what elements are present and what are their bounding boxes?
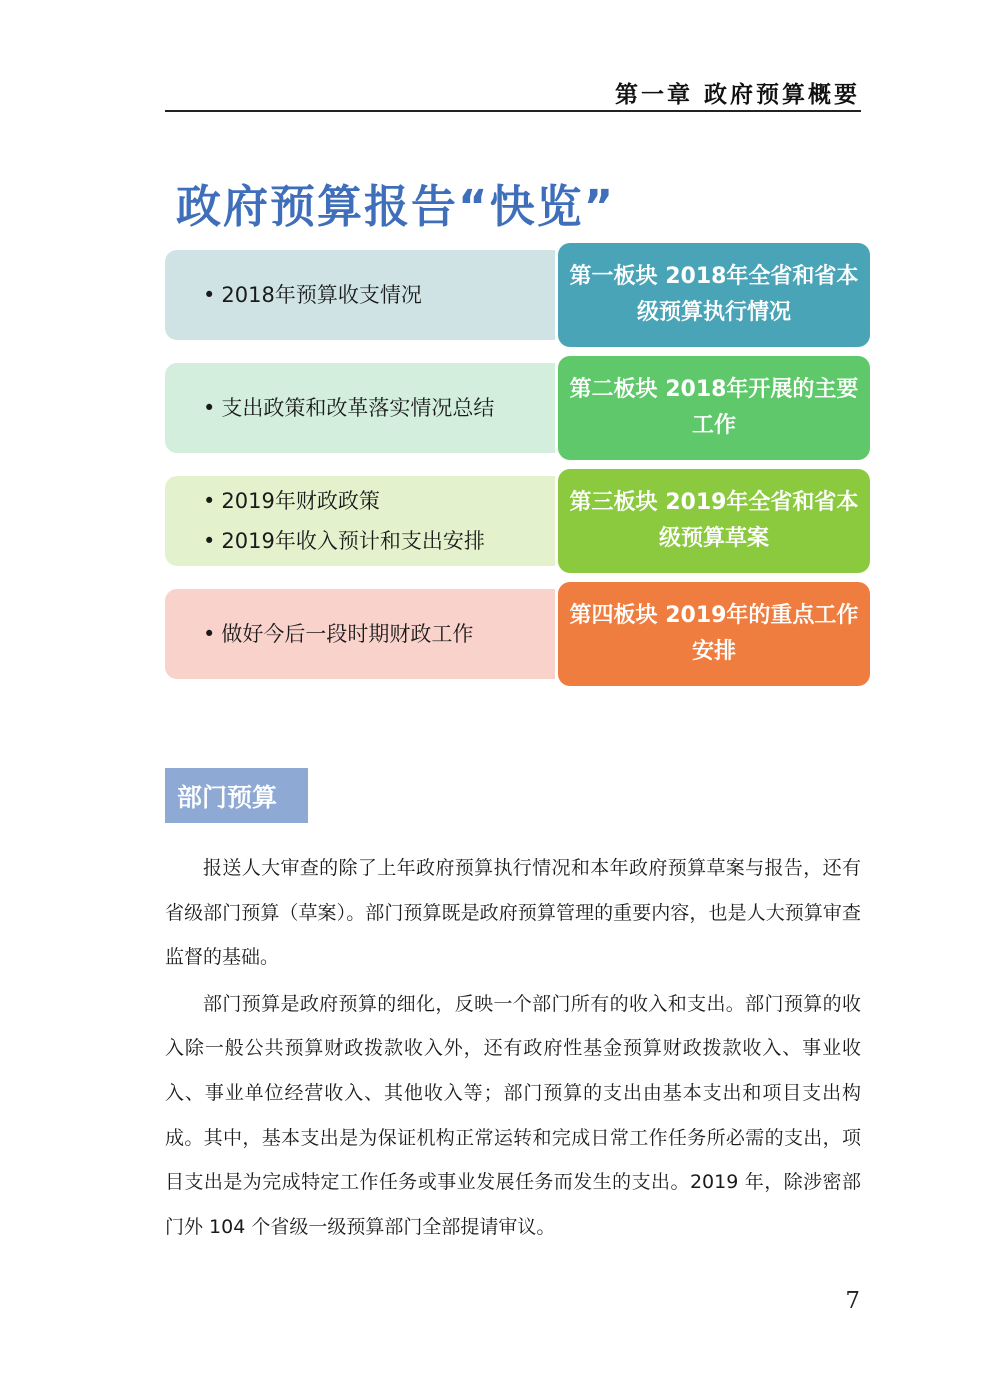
page-number: 7 xyxy=(845,1288,860,1314)
block-4-topic-1: • 做好今后一段时期财政工作 xyxy=(203,614,555,654)
block-1-label: 第一板块 2018年全省和省本级预算执行情况 xyxy=(558,243,870,347)
page-title: 政府预算报告“快览” xyxy=(176,180,616,233)
block-3-topic-2: • 2019年收入预计和支出安排 xyxy=(203,521,555,561)
chapter-header: 第一章 政府预算概要 xyxy=(614,81,860,108)
section-heading: 部门预算 xyxy=(165,768,308,823)
header-divider xyxy=(165,110,861,112)
body-text xyxy=(165,846,861,1249)
paragraph-2: 部门预算是政府预算的细化，反映一个部门所有的收入和支出。部门预算的收入除一般公共预算财政拨款收入外，还有政府性基金预算财政拨款收入、事业收入、事业单位经营收入、其他收入等；部门预算的支出由基本支出和项目支出构成。其中，基本支出是为保证机构正常运转和完成日常工作任务所必需的支出，项目支出是为完成特定工作任务或事业发展任务而发生的支出。2019 年，除涉密部门外 104 个省级一级预算部门全部提请审议。 xyxy=(165,992,861,1238)
block-2-topic-1: • 支出政策和改革落实情况总结 xyxy=(203,388,555,428)
block-2-topics xyxy=(165,363,555,453)
block-1-topics xyxy=(165,250,555,340)
block-3-topics xyxy=(165,476,555,566)
block-3-label: 第三板块 2019年全省和省本级预算草案 xyxy=(558,469,870,573)
block-3-topic-1: • 2019年财政政策 xyxy=(203,481,555,521)
block-2-label: 第二板块 2018年开展的主要工作 xyxy=(558,356,870,460)
block-4-topics xyxy=(165,589,555,679)
block-1-topic-1: • 2018年预算收支情况 xyxy=(203,275,555,315)
paragraph-1: 报送人大审查的除了上年政府预算执行情况和本年政府预算草案与报告，还有省级部门预算（草案）。部门预算既是政府预算管理的重要内容，也是人大预算审查监督的基础。 xyxy=(165,857,861,969)
block-4-label: 第四板块 2019年的重点工作安排 xyxy=(558,582,870,686)
